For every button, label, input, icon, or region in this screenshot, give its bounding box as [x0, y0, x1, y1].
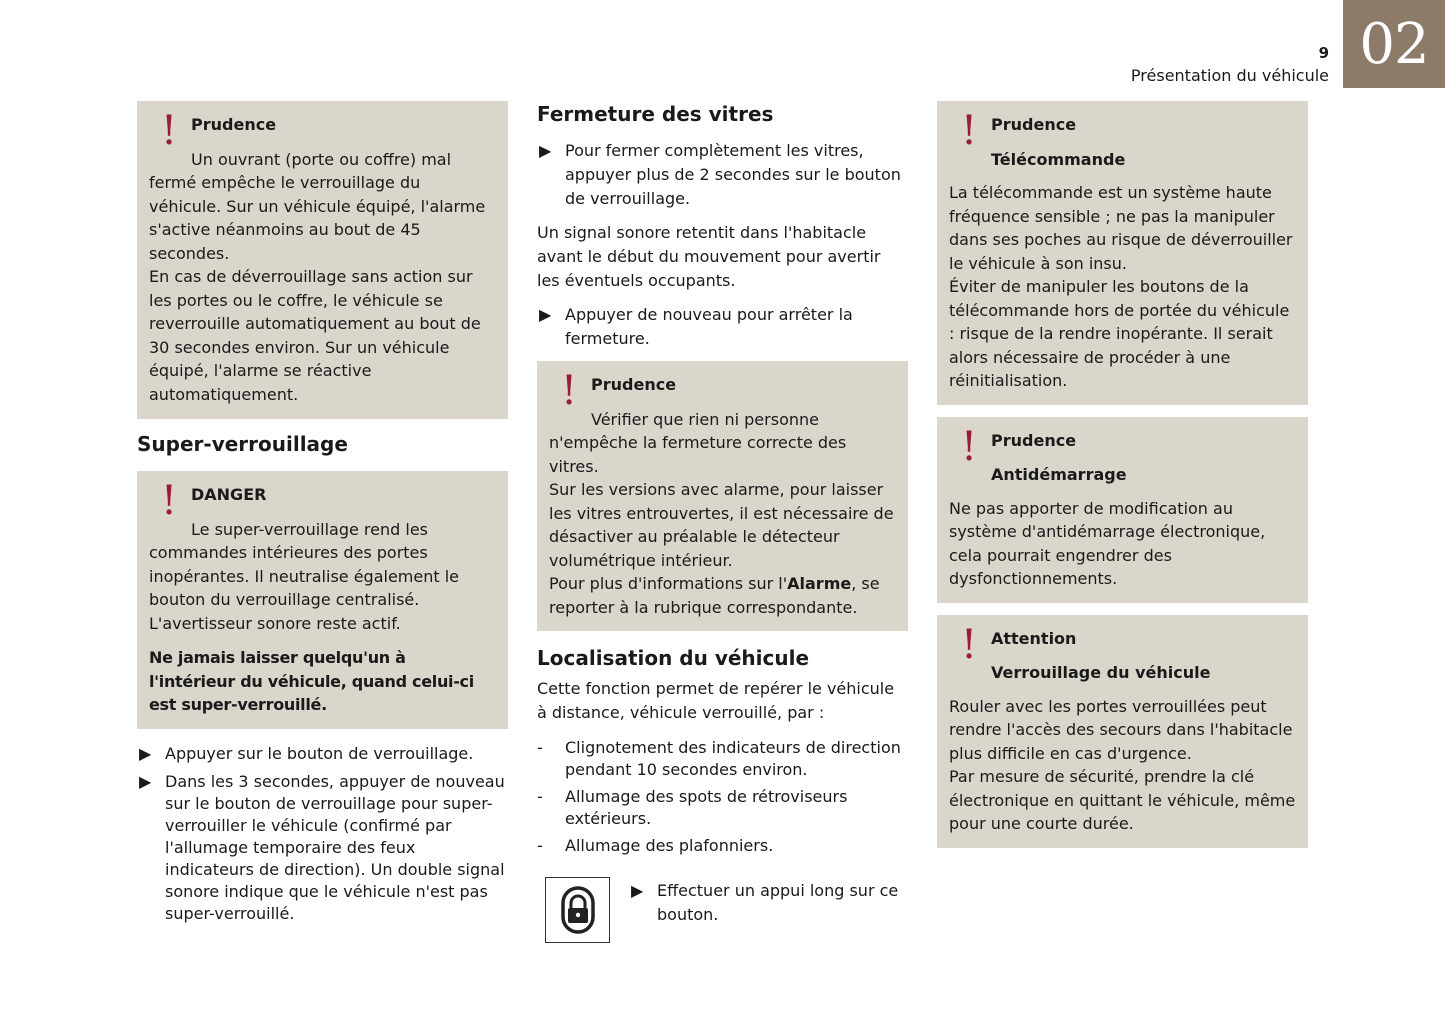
- step-text: Pour fermer complètement les vitres, appuyer plus de 2 secondes sur le bouton de verrouillage.: [565, 141, 901, 208]
- box-paragraph: Sur les versions avec alarme, pour laisser les vitres entrouvertes, il est nécessaire de désactiver au préalable le détecteur volumétrique intérieur.: [549, 480, 894, 570]
- box-title: Attention: [991, 628, 1077, 648]
- box-paragraph: Rouler avec les portes verrouillées peut rendre l'accès des secours dans l'habitacle plus difficile en cas d'urgence.: [949, 696, 1293, 763]
- list-item: - Allumage des spots de rétroviseurs extérieurs.: [537, 787, 848, 828]
- body-paragraph: Un signal sonore retentit dans l'habitacle avant le début du mouvement pour avertir les éventuels occupants.: [537, 223, 881, 290]
- box-title: Prudence: [991, 430, 1077, 450]
- step-item: [137, 771, 508, 925]
- danger-box: [137, 471, 508, 729]
- section-heading-super-verrouillage: Super-verrouillage: [137, 432, 348, 456]
- body-paragraph: Cette fonction permet de repérer le véhicule à distance, véhicule verrouillé, par :: [537, 679, 895, 722]
- arrow-right-icon: ▶: [139, 743, 152, 763]
- warning-exclamation-icon: !: [161, 108, 178, 154]
- warning-exclamation-icon: !: [561, 368, 578, 414]
- step-text: Effectuer un appui long sur ce bouton.: [657, 881, 899, 924]
- step-text: Appuyer de nouveau pour arrêter la fermeture.: [565, 305, 853, 348]
- box-subtitle: Télécommande: [991, 149, 1126, 169]
- box-paragraph: Éviter de manipuler les boutons de la télécommande hors de portée du véhicule : risque de la rendre inopérante. Il serait alors nécessaire de procéder à une réinitialisation.: [949, 277, 1290, 390]
- step-item: [537, 139, 908, 211]
- list-item: - Clignotement des indicateurs de direction pendant 10 secondes environ.: [537, 738, 901, 779]
- chapter-tab: 02: [1343, 0, 1445, 88]
- box-paragraph: En cas de déverrouillage sans action sur les portes ou le coffre, le véhicule se reverrouille automatiquement au bout de 30 secondes environ. Sur un véhicule équipé, l'alarme se réactive automatiquement.: [149, 267, 481, 404]
- box-title: Prudence: [591, 375, 677, 394]
- box-warning-paragraph: Ne jamais laisser quelqu'un à l'intérieur du véhicule, quand celui-ci est super-verrouillé.: [149, 648, 474, 714]
- list-item: - Allumage des plafonniers.: [537, 836, 774, 855]
- page-number: 9: [1318, 44, 1329, 62]
- step-text: Appuyer sur le bouton de verrouillage.: [165, 743, 474, 763]
- warning-exclamation-icon: !: [961, 621, 978, 668]
- box-subtitle: Antidémarrage: [991, 465, 1127, 484]
- column-middle: [537, 101, 908, 957]
- prudence-box: [537, 361, 908, 631]
- box-title: Prudence: [991, 115, 1077, 134]
- attention-verrouillage-box: [937, 615, 1308, 848]
- box-paragraph: Un ouvrant (porte ou coffre) mal fermé empêche le verrouillage du véhicule. Sur un véhicule équipé, l'alarme s'active néanmoins au bout de 45 secondes.: [149, 149, 486, 263]
- box-paragraph: Par mesure de sécurité, prendre la clé électronique en quittant le véhicule, même pour une courte durée.: [949, 767, 1296, 833]
- arrow-right-icon: ▶: [539, 305, 552, 324]
- column-right: [937, 101, 1308, 860]
- lock-button-icon: [545, 877, 610, 943]
- arrow-right-icon: ▶: [631, 881, 644, 900]
- prudence-antidemarrage-box: [937, 417, 1308, 603]
- box-subtitle: Verrouillage du véhicule: [991, 663, 1211, 682]
- column-left: [137, 101, 508, 931]
- box-title: DANGER: [191, 485, 267, 504]
- box-paragraph: Vérifier que rien ni personne n'empêche la fermeture correcte des vitres.: [549, 409, 847, 476]
- section-heading-localisation: Localisation du véhicule: [537, 646, 810, 670]
- box-title: Prudence: [191, 115, 277, 134]
- lock-button-row: [537, 877, 908, 957]
- box-paragraph: Pour plus d'informations sur l'Alarme, se reporter à la rubrique correspondante.: [549, 574, 880, 617]
- prudence-box: [137, 101, 508, 419]
- arrow-right-icon: ▶: [139, 771, 152, 791]
- step-text: Dans les 3 secondes, appuyer de nouveau sur le bouton de verrouillage pour super-verrouiller le véhicule (confirmé par l'allumage temporaire des feux indicateurs de direction). Un double signal sonore indique que le véhicule n'est pas super-verrouillé.: [165, 771, 505, 923]
- warning-exclamation-icon: !: [961, 423, 978, 470]
- alarme-reference: Alarme: [787, 574, 852, 593]
- box-paragraph: Le super-verrouillage rend les commandes intérieures des portes inopérantes. Il neutralise également le bouton du verrouillage centralisé. L'avertisseur sonore reste actif.: [149, 519, 460, 633]
- arrow-right-icon: ▶: [539, 141, 552, 160]
- section-title: Présentation du véhicule: [1130, 66, 1329, 85]
- box-paragraph: La télécommande est un système haute fréquence sensible ; ne pas la manipuler dans ses poches au risque de déverrouiller le véhicule à son insu.: [949, 183, 1293, 273]
- prudence-telecommande-box: [937, 101, 1308, 405]
- section-heading-fermeture-vitres: Fermeture des vitres: [537, 102, 774, 126]
- step-item: [137, 743, 508, 765]
- box-paragraph: Ne pas apporter de modification au système d'antidémarrage électronique, cela pourrait engendrer des dysfonctionnements.: [949, 498, 1266, 588]
- warning-exclamation-icon: !: [161, 478, 178, 524]
- step-item: [629, 879, 927, 927]
- step-item: [537, 303, 908, 351]
- warning-exclamation-icon: !: [961, 108, 978, 154]
